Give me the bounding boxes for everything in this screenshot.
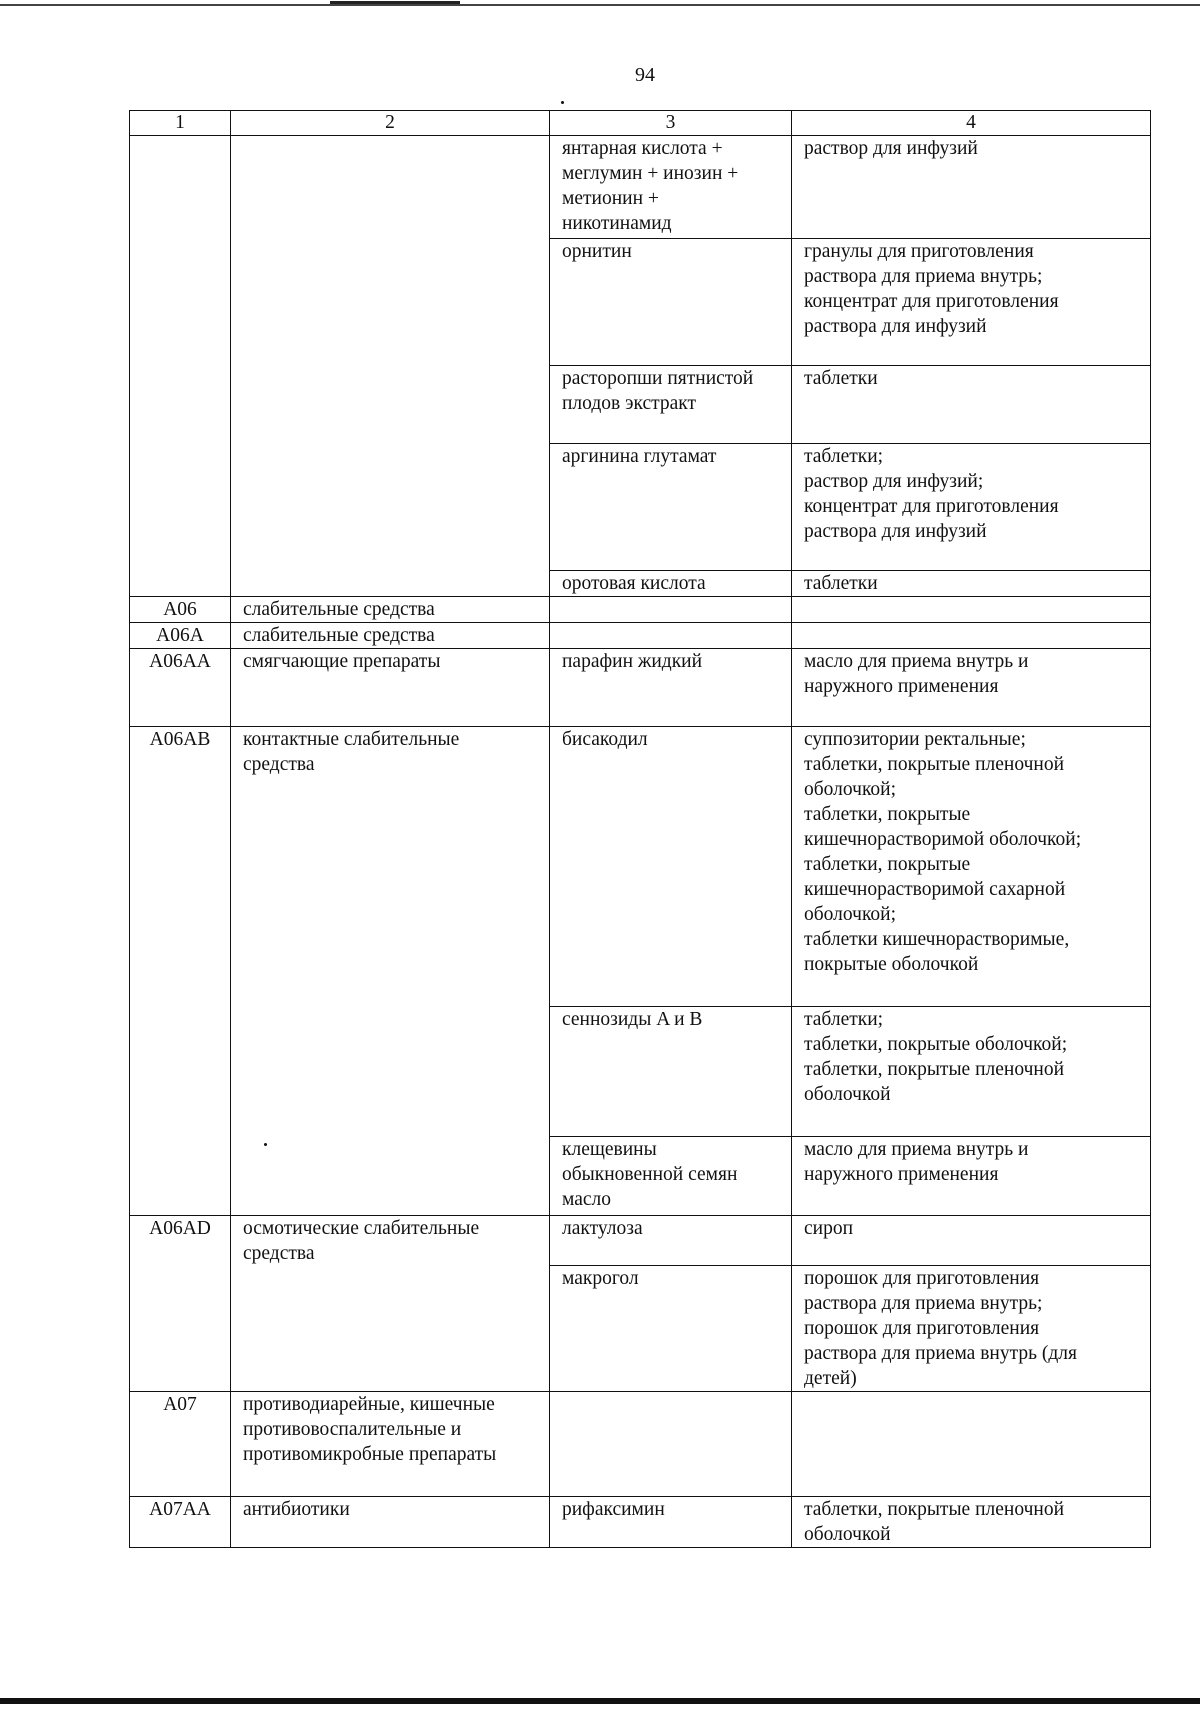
drug-name-cell: аргинина глутамат <box>550 444 792 571</box>
dosage-form-cell: масло для приема внутрь и наружного применения <box>792 1137 1151 1216</box>
dosage-form-cell: масло для приема внутрь и наружного применения <box>792 649 1151 727</box>
table-header-row <box>130 111 1151 136</box>
table-row <box>130 597 1151 623</box>
scan-edge-top <box>0 4 1200 6</box>
scan-dot <box>561 101 564 104</box>
drug-name-cell: оротовая кислота <box>550 571 792 597</box>
atc-code-cell: A06AB <box>130 727 231 1216</box>
dosage-form-cell: раствор для инфузий <box>792 136 1151 239</box>
atc-code-cell: A06AA <box>130 649 231 727</box>
group-name-cell: слабительные средства <box>231 597 550 623</box>
group-name-cell: слабительные средства <box>231 623 550 649</box>
dosage-form-cell: таблетки <box>792 366 1151 444</box>
table-row <box>130 1392 1151 1497</box>
dosage-form-cell: суппозитории ректальные; таблетки, покрытые пленочной оболочкой; таблетки, покрытые кишечнорастворимой оболочкой; таблетки, покрытые кишечнорастворимой сахарной оболочкой; таблетки кишечнорастворимые, покрытые оболочкой <box>792 727 1151 1007</box>
table-row <box>130 1216 1151 1266</box>
drug-name-cell: бисакодил <box>550 727 792 1007</box>
dosage-form-cell <box>792 1392 1151 1497</box>
drug-name-cell: макрогол <box>550 1266 792 1392</box>
atc-code-cell: A07 <box>130 1392 231 1497</box>
group-name-cell <box>231 136 550 597</box>
dosage-form-cell: гранулы для приготовления раствора для приема внутрь; концентрат для приготовления раствора для инфузий <box>792 239 1151 366</box>
dosage-form-cell: таблетки <box>792 571 1151 597</box>
dosage-form-cell: сироп <box>792 1216 1151 1266</box>
group-name-cell: антибиотики <box>231 1497 550 1548</box>
atc-code-cell: A06AD <box>130 1216 231 1392</box>
scan-edge-mark <box>330 1 460 4</box>
atc-code-cell: A06A <box>130 623 231 649</box>
dosage-form-cell <box>792 597 1151 623</box>
drug-name-cell: янтарная кислота + меглумин + инозин + метионин + никотинамид <box>550 136 792 239</box>
dosage-form-cell <box>792 623 1151 649</box>
atc-code-cell: A07AA <box>130 1497 231 1548</box>
dosage-form-cell: порошок для приготовления раствора для приема внутрь; порошок для приготовления раствора для приема внутрь (для детей) <box>792 1266 1151 1392</box>
column-header: 3 <box>550 111 792 136</box>
table-row <box>130 136 1151 239</box>
drug-name-cell: орнитин <box>550 239 792 366</box>
table-row <box>130 1497 1151 1548</box>
group-name-cell: противодиарейные, кишечные противовоспалительные и противомикробные препараты <box>231 1392 550 1497</box>
dosage-form-cell: таблетки, покрытые пленочной оболочкой <box>792 1497 1151 1548</box>
drug-name-cell: лактулоза <box>550 1216 792 1266</box>
drug-name-cell: рифаксимин <box>550 1497 792 1548</box>
group-name-cell: смягчающие препараты <box>231 649 550 727</box>
group-name-cell: осмотические слабительные средства <box>231 1216 550 1392</box>
drug-name-cell <box>550 1392 792 1497</box>
drug-table <box>129 110 1151 1548</box>
column-header: 1 <box>130 111 231 136</box>
table-row <box>130 727 1151 1007</box>
drug-name-cell: клещевины обыкновенной семян масло <box>550 1137 792 1216</box>
column-header: 2 <box>231 111 550 136</box>
drug-name-cell: сеннозиды A и B <box>550 1007 792 1137</box>
table-row <box>130 623 1151 649</box>
page-number: 94 <box>635 64 655 86</box>
drug-name-cell <box>550 597 792 623</box>
drug-name-cell: парафин жидкий <box>550 649 792 727</box>
dosage-form-cell: таблетки; раствор для инфузий; концентрат для приготовления раствора для инфузий <box>792 444 1151 571</box>
table-row <box>130 649 1151 727</box>
group-name-cell: контактные слабительные средства <box>231 727 550 1216</box>
column-header: 4 <box>792 111 1151 136</box>
dosage-form-cell: таблетки; таблетки, покрытые оболочкой; таблетки, покрытые пленочной оболочкой <box>792 1007 1151 1137</box>
drug-name-cell <box>550 623 792 649</box>
drug-name-cell: расторопши пятнистой плодов экстракт <box>550 366 792 444</box>
atc-code-cell: A06 <box>130 597 231 623</box>
scan-edge-bottom <box>0 1698 1200 1704</box>
atc-code-cell <box>130 136 231 597</box>
